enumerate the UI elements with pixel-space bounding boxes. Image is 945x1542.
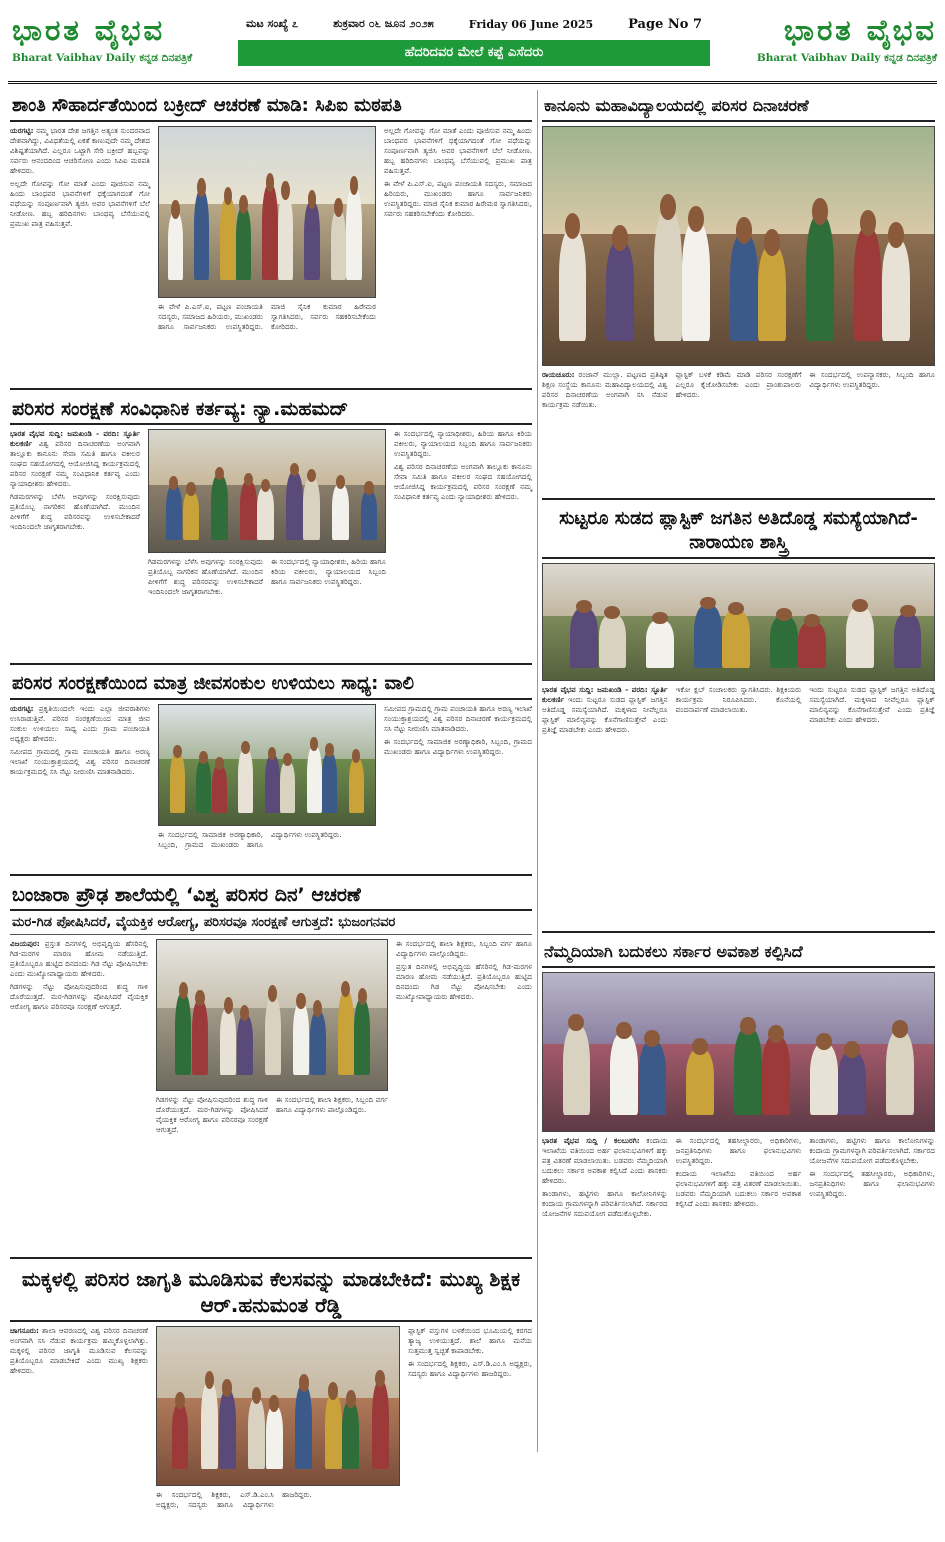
photo-person-head xyxy=(888,222,904,248)
banner: ಹೆದರಿದವರ ಮೇಲೆ ಕಪ್ಪೆ ಎಸೆದರು xyxy=(238,40,710,66)
photo-person-head xyxy=(576,600,592,613)
column-divider xyxy=(537,90,538,1452)
photo-person-figure xyxy=(220,198,235,280)
photo-person-figure xyxy=(175,993,191,1076)
logo-right xyxy=(722,8,937,78)
photo-law-college-planting xyxy=(542,126,935,366)
photo-person-head xyxy=(565,213,581,239)
photo-person-figure xyxy=(237,1015,253,1075)
dateline: ವಿಜಯಪುರ: xyxy=(10,939,40,948)
photo-person-head xyxy=(660,194,676,220)
paragraph: ಇಂದು ಸುಟ್ಟರೂ ಸುಡದ ಪ್ಲಾಸ್ಟಿಕ್ ಜಗತ್ತಿನ ಅತಿದೊಡ್ಡ ಸಮಸ್ಯೆಯಾಗಿದೆ. ಮಕ್ಕಳಾದ ನೀವೆಲ್ಲರೂ ಪ್ಲಾಸ್ಟಿಕ್ ಮಾಲಿನ್ಯವನ್ನು ಕೊನೆಗಾಣಿಸುತ್ತೇವೆ ಎಂದು ಪ್ರತಿಜ್ಞೆ ಮಾಡಬೇಕು ಎಂದು ಹೇಳಿದರು. xyxy=(809,685,935,724)
photo-person-head xyxy=(740,1017,756,1034)
issue-header xyxy=(238,14,710,66)
photo-school-planting xyxy=(156,939,388,1091)
article-text xyxy=(10,704,150,876)
photo-person-head xyxy=(844,1041,860,1058)
paragraph: ಪ್ಲಾಸ್ಟಿಕ್ ಬಳಕೆ ಕಡಿಮೆ ಮಾಡಿ ಪರಿಸರ ಸಂರಕ್ಷಣೆಗೆ ಎಲ್ಲರೂ ಕೈಜೋಡಿಸಬೇಕು ಎಂದು ಪ್ರಾಂಶುಪಾಲರು ಹೇಳಿದರು. xyxy=(675,370,802,399)
article-text xyxy=(542,1136,935,1536)
paragraph: ಇಕೋ ಕ್ಲಬ್ ಸಂಚಾಲಕರು ಸ್ವಾಗತಿಸಿದರು. ಶಿಕ್ಷಕಿಯರು ಕಾರ್ಯಕ್ರಮ ನಿರೂಪಿಸಿದರು. ಕೊನೆಯಲ್ಲಿ ವಂದನಾರ್ಪಣೆ ಮಾಡಲಾಯಿತು. xyxy=(675,685,802,714)
photo-person-figure xyxy=(304,202,319,280)
photo-person-figure xyxy=(183,491,200,540)
article-text-under-photo xyxy=(156,1490,400,1542)
paragraph: ಕಂದಾಯ ಇಲಾಖೆಯ ವತಿಯಿಂದ ಅರ್ಹ ಫಲಾನುಭವಿಗಳಿಗೆ ಹಕ್ಕು ಪತ್ರ ವಿತರಣೆ ಮಾಡಲಾಯಿತು. ಬಡವರು ನೆಮ್ಮದಿಯಾಗಿ ಬದುಕಲು ಸರ್ಕಾರ ಅವಕಾಶ ಕಲ್ಪಿಸಿದೆ ಎಂದು ಶಾಸಕರು ಹೇಳಿದರು. xyxy=(542,1136,668,1185)
photo-person-figure xyxy=(639,1041,666,1115)
logo-subtitle-kn: ಕನ್ನಡ ದಿನಪತ್ರಿಕೆ xyxy=(139,52,193,64)
article-text xyxy=(10,939,148,1239)
paragraph: ಕಂದಾಯ ಇಲಾಖೆಯ ವತಿಯಿಂದ ಅರ್ಹ ಫಲಾನುಭವಿಗಳಿಗೆ ಹಕ್ಕು ಪತ್ರ ವಿತರಣೆ ಮಾಡಲಾಯಿತು. ಬಡವರು ನೆಮ್ಮದಿಯಾಗಿ ಬದುಕಲು ಸರ್ಕಾರ ಅವಕಾಶ ಕಲ್ಪಿಸಿದೆ ಎಂದು ಶಾಸಕರು ಹೇಳಿದರು. xyxy=(675,1169,802,1208)
photo-person-figure xyxy=(166,485,183,540)
photo-person-head xyxy=(171,200,180,219)
article-text xyxy=(542,685,935,925)
paragraph: ತಾಂಡಾಗಳು, ಹಟ್ಟಿಗಳು ಹಾಗೂ ಕಾಲೋನಿಗಳನ್ನು ಕಂದಾಯ ಗ್ರಾಮಗಳನ್ನಾಗಿ ಪರಿವರ್ತಿಸಲಾಗಿದೆ. ಸರ್ಕಾರದ ಯೋಜನೆಗಳ ಸದುಪಯೋಗ ಪಡೆದುಕೊಳ್ಳಬೇಕು. xyxy=(809,1136,935,1165)
photo-person-figure xyxy=(201,1382,218,1469)
photo-person-figure xyxy=(606,241,633,341)
photo-person-figure xyxy=(854,227,881,341)
article-text xyxy=(10,1326,148,1541)
photo-person-head xyxy=(173,745,182,758)
photo-person-figure xyxy=(196,759,211,813)
photo-person-head xyxy=(328,1382,338,1399)
photo-person-figure xyxy=(262,185,277,280)
photo-person-head xyxy=(179,982,188,999)
article-biodiversity xyxy=(10,668,532,876)
article-environment-constitution xyxy=(10,393,532,665)
paragraph: ಈ ಸಂದರ್ಭದಲ್ಲಿ ಉಪನ್ಯಾಸಕರು, ಸಿಬ್ಬಂದಿ ಹಾಗೂ ವಿದ್ಯಾರ್ಥಿಗಳು ಉಪಸ್ಥಿತರಿದ್ದರು. xyxy=(809,370,935,389)
paragraph: ಗಿಡಮರಗಳನ್ನು ಬೆಳೆಸಿ ಅವುಗಳನ್ನು ಸಂರಕ್ಷಿಸುವುದು ಪ್ರತಿಯೊಬ್ಬ ನಾಗರಿಕನ ಹೊಣೆಯಾಗಿದೆ. ಮುಂದಿನ ಪೀಳಿಗೆಗೆ ಶುದ್ಧ ಪರಿಸರವನ್ನು ಉಳಿಸಬೇಕಾದರೆ ಇಂದಿನಿಂದಲೇ ಜಾಗೃತರಾಗಬೇಕು. xyxy=(148,557,263,596)
photo-person-head xyxy=(736,217,752,243)
headline: ಮಕ್ಕಳಲ್ಲಿ ಪರಿಸರ ಜಾಗೃತಿ ಮೂಡಿಸುವ ಕೆಲಸವನ್ನು ಮಾಡಬೇಕಿದೆ: ಮುಖ್ಯ ಶಿಕ್ಷಕ ಆರ್.ಹನುಮಂತ ರೆಡ್ಡಿ xyxy=(10,1262,532,1322)
photo-person-figure xyxy=(886,1031,913,1115)
photo-person-figure xyxy=(310,1011,326,1076)
dateline: ಭಾರತ ವೈಭವ ಸುದ್ದಿ: ಜಮಖಂಡಿ - ವರದಿ: ಸ್ಫೂರ್ತಿ ಕುಲಕರ್ಣಿ xyxy=(10,429,140,448)
photo-person-head xyxy=(812,198,828,224)
photo-person-figure xyxy=(332,484,349,540)
photo-person-head xyxy=(308,190,317,209)
photo-person-figure xyxy=(686,1049,713,1115)
photo-person-head xyxy=(612,225,628,251)
photo-person-head xyxy=(652,612,668,625)
photo-person-figure xyxy=(303,478,320,540)
photo-person-figure xyxy=(646,620,673,669)
photo-person-head xyxy=(604,606,620,619)
photo-person-head xyxy=(700,597,716,610)
photo-person-figure xyxy=(325,1393,342,1469)
paragraph: ಈ ಸಂದರ್ಭದಲ್ಲಿ ಶಾಲಾ ಶಿಕ್ಷಕರು, ಸಿಬ್ಬಂದಿ ವರ್ಗ ಹಾಗೂ ವಿದ್ಯಾರ್ಥಿಗಳು ಪಾಲ್ಗೊಂಡಿದ್ದರು. xyxy=(396,939,532,958)
photo-bakrid-meeting xyxy=(158,126,376,298)
issue-number: ಮಟ ಸಂಖ್ಯೆ ೭ xyxy=(246,17,299,30)
dateline: ರಾಯಚೂರು: xyxy=(542,370,575,379)
paragraph: ತಾಂಡಾಗಳು, ಹಟ್ಟಿಗಳು ಹಾಗೂ ಕಾಲೋನಿಗಳನ್ನು ಕಂದಾಯ ಗ್ರಾಮಗಳನ್ನಾಗಿ ಪರಿವರ್ತಿಸಲಾಗಿದೆ. ಸರ್ಕಾರದ ಯೋಜನೆಗಳ ಸದುಪಯೋಗ ಪಡೆದುಕೊಳ್ಳಬೇಕು. xyxy=(542,1189,668,1218)
paragraph: ಅಲ್ಲದೇ ಗೋವನ್ನು ಗೋ ಮಾತೆ ಎಂದು ಪೂಜಿಸುವ ನಮ್ಮ ಹಿಂದು ಬಾಂಧವರ ಭಾವನೆಗಳಿಗೆ ಧಕ್ಕೆಯಾಗದಂತೆ ಗೋ ವಧೆಯನ್ನು ಸಂಪೂರ್ಣವಾಗಿ ತ್ಯಜಿಸಿ ಅವರ ಭಾವನೆಗಳಿಗೆ ಬೆಲೆ ನೀಡೋಣ. ಹಬ್ಬ ಹರಿದಿನಗಳು ಬಾಂಧವ್ಯ ಬೆಸೆಯುವಲ್ಲಿ ಪ್ರಮುಖ ಪಾತ್ರ ವಹಿಸುತ್ತವೆ. xyxy=(10,179,150,228)
photo-person-figure xyxy=(758,246,785,341)
article-text-under-photo xyxy=(158,302,376,392)
photo-person-head xyxy=(900,605,916,618)
photo-teachers-students xyxy=(156,1326,400,1486)
photo-person-figure xyxy=(194,190,209,280)
photo-person-head xyxy=(852,599,868,612)
photo-person-figure xyxy=(338,991,354,1075)
paragraph: ಪ್ರಸ್ತುತ ದಿನಗಳಲ್ಲಿ ಅಭಿವೃದ್ಧಿಯ ಹೆಸರಿನಲ್ಲಿ ಗಿಡ-ಮರಗಳ ಮಾರಣ ಹೋಮ ನಡೆಯುತ್ತಿದೆ. ಪ್ರತಿಯೊಬ್ಬರೂ ಹುಟ್ಟಿದ ದಿನದಂದು ಗಿಡ ನೆಟ್ಟು ಪೋಷಿಸಬೇಕು ಎಂದು ಮುಖ್ಯೋಪಾಧ್ಯಾಯರು ಹೇಳಿದರು. xyxy=(10,939,148,978)
article-text-right xyxy=(396,939,532,1239)
photo-person-figure xyxy=(610,1033,637,1115)
photo-person-head xyxy=(281,181,290,200)
headline: ಕಾನೂನು ಮಹಾವಿದ್ಯಾಲಯದಲ್ಲಿ ಪರಿಸರ ದಿನಾಚರಣೆ xyxy=(542,90,935,122)
paragraph: ಅಲ್ಲದೇ ಗೋವನ್ನು ಗೋ ಮಾತೆ ಎಂದು ಪೂಜಿಸುವ ನಮ್ಮ ಹಿಂದು ಬಾಂಧವರ ಭಾವನೆಗಳಿಗೆ ಧಕ್ಕೆಯಾಗದಂತೆ ಗೋ ವಧೆಯನ್ನು ಸಂಪೂರ್ಣವಾಗಿ ತ್ಯಜಿಸಿ ಅವರ ಭಾವನೆಗಳಿಗೆ ಬೆಲೆ ನೀಡೋಣ. ಹಬ್ಬ ಹರಿದಿನಗಳು ಬಾಂಧವ್ಯ ಬೆಸೆಯುವಲ್ಲಿ ಪ್ರಮುಖ ಪಾತ್ರ ವಹಿಸುತ್ತವೆ. xyxy=(384,126,532,175)
photo-person-head xyxy=(688,206,704,232)
photo-person-figure xyxy=(349,758,364,813)
photo-person-head xyxy=(199,751,208,764)
photo-person-figure xyxy=(257,487,274,539)
paragraph: ಈ ಸಂದರ್ಭದಲ್ಲಿ ನ್ಯಾಯಾಧೀಶರು, ಹಿರಿಯ ಹಾಗೂ ಕಿರಿಯ ವಕೀಲರು, ನ್ಯಾಯಾಲಯದ ಸಿಬ್ಬಂದಿ ಹಾಗೂ ಸಾರ್ವಜನಿಕರು ಉಪಸ್ಥಿತರಿದ್ದರು. xyxy=(394,429,532,458)
photo-person-head xyxy=(764,229,780,255)
dateline: ಭಾರತ ವೈಭವ ಸುದ್ದಿ: ಜಮಖಂಡಿ - ವರದಿ: ಸ್ಫೂರ್ತಿ ಕುಲಕರ್ಣಿ xyxy=(542,685,668,704)
photo-person-figure xyxy=(266,1406,283,1469)
photo-person-head xyxy=(215,757,224,770)
paragraph: ಈ ವೇಳೆ ಪಿ.ಎಸ್.ಐ, ಪಟ್ಟಣ ಪಂಚಾಯತಿ ಸದಸ್ಯರು, ಸಮಾಜದ ಹಿರಿಯರು, ಮುಖಂಡರು ಹಾಗೂ ಸಾರ್ವಜನಿಕರು ಉಪಸ್ಥಿತರಿದ್ದರು. ಮಾಜಿ ಸೈನಿಕ ಕುಮಾರ ಹಿರೇಮಠ ಸ್ವಾಗತಿಸಿದರು, ಸರ್ವರು ಸಹಕರಿಸಬೇಕೆಂದು ಕೋರಿದರು. xyxy=(384,179,532,218)
photo-person-head xyxy=(358,988,367,1005)
article-bakrid xyxy=(10,90,532,390)
photo-person-figure xyxy=(354,999,370,1076)
article-govt-opportunity xyxy=(542,936,935,1542)
paragraph: ರಂಜಾನ್ ಮುಲ್ಲಾ. ಪಟ್ಟಣದ ಪ್ರತಿಷ್ಠಿತ ಶಿಕ್ಷಣ ಸಂಸ್ಥೆಯ ಕಾನೂನು ಮಹಾವಿದ್ಯಾಲಯದಲ್ಲಿ ವಿಶ್ವ ಪರಿಸರ ದಿನಾಚರಣೆಯ ಅಂಗವಾಗಿ ಸಸಿ ನೆಡುವ ಕಾರ್ಯಕ್ರಮ ನಡೆಯಿತು. xyxy=(542,370,668,409)
article-text xyxy=(542,370,935,496)
paragraph: ಈ ಸಂದರ್ಭದಲ್ಲಿ ತಹಸೀಲ್ದಾರರು, ಅಧಿಕಾರಿಗಳು, ಜನಪ್ರತಿನಿಧಿಗಳು ಹಾಗೂ ಫಲಾನುಭವಿಗಳು ಉಪಸ್ಥಿತರಿದ್ದರು. xyxy=(809,1169,935,1198)
photo-person-figure xyxy=(331,210,346,280)
paragraph: ನಮ್ಮ ಭಾರತ ದೇಶ ಜಗತ್ತಿನ ಅತ್ಯಂತ ಸುಂದರವಾದ ದೇಶವಾಗಿದ್ದು, ವಿವಿಧತೆಯಲ್ಲಿ ಏಕತೆ ಕಾಣುವುದೇ ನಮ್ಮ ದೇಶದ ವಿಶಿಷ್ಟತೆಯಾಗಿದೆ. ಎಲ್ಲರೂ ಒಟ್ಟಾಗಿ ಸೇರಿ ಬಕ್ರೀದ್ ಹಬ್ಬವನ್ನು ಸರ್ವರು ಆನಂದದಿಂದ ಆಚರಿಸೋಣ ಎಂದು ಸಿಪಿಐ ಮಠಪತಿ ಹೇಳಿದರು. xyxy=(10,126,150,175)
photo-person-head xyxy=(313,1000,322,1017)
photo-person-figure xyxy=(211,475,228,540)
photo-person-head xyxy=(892,1020,908,1037)
article-text xyxy=(10,429,140,667)
photo-person-head xyxy=(269,1395,279,1412)
photo-person-figure xyxy=(806,215,833,341)
photo-person-head xyxy=(816,1033,832,1050)
photo-court-group xyxy=(148,429,386,553)
photo-person-figure xyxy=(810,1044,837,1115)
paragraph: ಈ ಸಂದರ್ಭದಲ್ಲಿ ಶಾಲಾ ಶಿಕ್ಷಕರು, ಸಿಬ್ಬಂದಿ ವರ್ಗ ಹಾಗೂ ವಿದ್ಯಾರ್ಥಿಗಳು ಪಾಲ್ಗೊಂಡಿದ್ದರು. xyxy=(276,1095,388,1114)
photo-person-figure xyxy=(240,481,257,540)
photo-person-head xyxy=(296,993,305,1010)
photo-person-head xyxy=(299,1374,309,1391)
article-text-under-photo xyxy=(156,1095,388,1240)
photo-person-figure xyxy=(882,239,909,341)
photo-person-head xyxy=(804,614,820,627)
headline: ಪರಿಸರ ಸಂರಕ್ಷಣೆಯಿಂದ ಮಾತ್ರ ಜೀವಸಂಕುಲ ಉಳಿಯಲು ಸಾಧ್ಯ: ವಾಲಿ xyxy=(10,668,532,700)
logo-subtitle-en: Bharat Vaibhav Daily xyxy=(756,52,881,64)
photo-person-head xyxy=(310,737,319,750)
photo-person-head xyxy=(616,1022,632,1039)
logo-subtitle xyxy=(722,52,937,65)
photo-person-figure xyxy=(342,1401,359,1469)
photo-person-head xyxy=(266,173,275,192)
issue-date-kn: ಶುಕ್ರವಾರ ೦೬ ಜೂನ ೨೦೨೫ xyxy=(333,17,434,30)
photo-person-head xyxy=(175,1392,185,1409)
article-law-college xyxy=(542,90,935,500)
paragraph: ಇಂದು ಸುಟ್ಟರೂ ಸುಡದ ಪ್ಲಾಸ್ಟಿಕ್ ಜಗತ್ತಿನ ಅತಿದೊಡ್ಡ ಸಮಸ್ಯೆಯಾಗಿದೆ. ಮಕ್ಕಳಾದ ನೀವೆಲ್ಲರೂ ಪ್ಲಾಸ್ಟಿಕ್ ಮಾಲಿನ್ಯವನ್ನು ಕೊನೆಗಾಣಿಸುತ್ತೇವೆ ಎಂದು ಪ್ರತಿಜ್ಞೆ ಮಾಡಬೇಕು ಎಂದು ಹೇಳಿದರು. xyxy=(542,695,668,734)
article-text-right xyxy=(394,429,532,667)
photo-person-figure xyxy=(236,207,251,280)
photo-beneficiaries xyxy=(542,972,935,1132)
logo-subtitle-en: Bharat Vaibhav Daily xyxy=(12,52,136,64)
paragraph: ಈ ಸಂದರ್ಭದಲ್ಲಿ ತಹಸೀಲ್ದಾರರು, ಅಧಿಕಾರಿಗಳು, ಜನಪ್ರತಿನಿಧಿಗಳು ಹಾಗೂ ಫಲಾನುಭವಿಗಳು ಉಪಸ್ಥಿತರಿದ್ದರು. xyxy=(675,1136,802,1165)
issue-meta xyxy=(238,14,710,34)
paragraph: ಗಿಡಮರಗಳನ್ನು ಬೆಳೆಸಿ ಅವುಗಳನ್ನು ಸಂರಕ್ಷಿಸುವುದು ಪ್ರತಿಯೊಬ್ಬ ನಾಗರಿಕನ ಹೊಣೆಯಾಗಿದೆ. ಮುಂದಿನ ಪೀಳಿಗೆಗೆ ಶುದ್ಧ ಪರಿಸರವನ್ನು ಉಳಿಸಬೇಕಾದರೆ ಇಂದಿನಿಂದಲೇ ಜಾಗೃತರಾಗಬೇಕು. xyxy=(10,492,140,531)
photo-person-figure xyxy=(280,761,295,813)
article-text xyxy=(10,126,150,391)
photo-person-figure xyxy=(682,222,709,341)
article-text-right xyxy=(408,1326,532,1541)
paragraph: ಈ ವೇಳೆ ಪಿ.ಎಸ್.ಐ, ಪಟ್ಟಣ ಪಂಚಾಯತಿ ಸದಸ್ಯರು, ಸಮಾಜದ ಹಿರಿಯರು, ಮುಖಂಡರು ಹಾಗೂ ಸಾರ್ವಜನಿಕರು ಉಪಸ್ಥಿತರಿದ್ದರು. ಮಾಜಿ ಸೈನಿಕ ಕುಮಾರ ಹಿರೇಮಠ ಸ್ವಾಗತಿಸಿದರು, ಸರ್ವರು ಸಹಕರಿಸಬೇಕೆಂದು ಕೋರಿದರು. xyxy=(158,302,376,331)
photo-person-head xyxy=(205,1371,215,1388)
headline: ಬಂಜಾರಾ ಪ್ರೌಢ ಶಾಲೆಯಲ್ಲಿ ‘ವಿಶ್ವ ಪರಿಸರ ದಿನ’ ಆಚರಣೆ xyxy=(10,879,532,911)
article-banjara-school xyxy=(10,879,532,1259)
photo-person-head xyxy=(346,1390,356,1407)
dateline: ಚಾಗನೂರು: xyxy=(10,1326,39,1335)
photo-person-figure xyxy=(220,1008,236,1076)
photo-person-figure xyxy=(734,1028,761,1115)
subheadline: ಮರ-ಗಿಡ ಪೋಷಿಸಿದರೆ, ವೈಯಕ್ತಿಕ ಆರೋಗ್ಯ, ಪರಿಸರವೂ ಸಂರಕ್ಷಣೆ ಆಗುತ್ತದೆ: ಭುಜಂಗನವರ xyxy=(10,911,532,935)
photo-person-figure xyxy=(722,610,749,668)
photo-person-figure xyxy=(212,765,227,813)
photo-person-head xyxy=(336,475,345,488)
photo-person-figure xyxy=(654,210,681,341)
photo-person-head xyxy=(364,481,373,494)
photo-person-figure xyxy=(307,746,322,813)
photo-person-figure xyxy=(730,234,757,341)
photo-person-figure xyxy=(846,607,873,668)
photo-person-figure xyxy=(295,1385,312,1469)
headline: ಶಾಂತಿ ಸೌಹಾರ್ದತೆಯಿಂದ ಬಕ್ರೀದ್ ಆಚರಣೆ ಮಾಡಿ: ಸಿಪಿಐ ಮಠಪತಿ xyxy=(10,90,532,122)
photo-person-head xyxy=(860,210,876,236)
paragraph: ಈ ಸಂದರ್ಭದಲ್ಲಿ ಶಿಕ್ಷಕರು, ಎಸ್.ಡಿ.ಎಂ.ಸಿ ಅಧ್ಯಕ್ಷರು, ಸದಸ್ಯರು ಹಾಗೂ ವಿದ್ಯಾರ್ಥಿಗಳು ಹಾಜರಿದ್ದರು. xyxy=(408,1359,532,1378)
headline: ಪರಿಸರ ಸಂರಕ್ಷಣೆ ಸಂವಿಧಾನಿಕ ಕರ್ತವ್ಯ: ನ್ಯಾ.ಮಹಮದ್ xyxy=(10,393,532,425)
photo-students-group xyxy=(542,563,935,681)
photo-person-head xyxy=(776,608,792,621)
photo-person-figure xyxy=(694,605,721,669)
issue-date-en: Friday 06 June 2025 xyxy=(468,17,594,31)
photo-person-head xyxy=(186,482,195,495)
photo-person-head xyxy=(195,990,204,1007)
paragraph: ಈ ಸಂದರ್ಭದಲ್ಲಿ ಸಾಮಾಜಿಕ ಅರಣ್ಯಾಧಿಕಾರಿ, ಸಿಬ್ಬಂದಿ, ಗ್ರಾಮದ ಮುಖಂಡರು ಹಾಗೂ ವಿದ್ಯಾರ್ಥಿಗಳು ಉಪಸ್ಥಿತರಿದ್ದರು. xyxy=(158,830,342,849)
dateline: ಯರಗಟ್ಟಿ: xyxy=(10,704,34,713)
photo-person-head xyxy=(768,1025,784,1042)
photo-person-figure xyxy=(278,193,293,280)
photo-person-figure xyxy=(361,490,378,540)
logo-left xyxy=(12,8,227,78)
page-number: Page No 7 xyxy=(628,16,702,32)
paragraph: ಪ್ಲಾಸ್ಟಿಕ್ ವಸ್ತುಗಳ ಬಳಕೆಯಿಂದ ಭೂಮಿಯಲ್ಲಿ ಕರಗದ ತ್ಯಾಜ್ಯ ಉಳಿಯುತ್ತದೆ. ಶಾಲೆ ಹಾಗೂ ಮನೆಯ ಸುತ್ತಮುತ್ತ ಸ್ವಚ್ಛತೆ ಕಾಪಾಡಬೇಕು. xyxy=(408,1326,532,1355)
paragraph: ಶಾಲಾ ಆವರಣದಲ್ಲಿ ವಿಶ್ವ ಪರಿಸರ ದಿನಾಚರಣೆ ಅಂಗವಾಗಿ ಸಸಿ ನೆಡುವ ಕಾರ್ಯಕ್ರಮ ಹಮ್ಮಿಕೊಳ್ಳಲಾಗಿತ್ತು. ಮಕ್ಕಳಲ್ಲಿ ಪರಿಸರ ಜಾಗೃತಿ ಮೂಡಿಸುವ ಕೆಲಸವನ್ನು ಪ್ರತಿಯೊಬ್ಬರೂ ಮಾಡಬೇಕಿದೆ ಎಂದು ಮುಖ್ಯ ಶಿಕ್ಷಕರು ಹೇಳಿದರು. xyxy=(10,1326,148,1375)
paragraph: ಗಿಡಗಳನ್ನು ನೆಟ್ಟು ಪೋಷಿಸುವುದರಿಂದ ಶುದ್ಧ ಗಾಳಿ ದೊರೆಯುತ್ತದೆ. ಮರ-ಗಿಡಗಳನ್ನು ಪೋಷಿಸಿದರೆ ವೈಯಕ್ತಿಕ ಆರೋಗ್ಯ ಹಾಗೂ ಪರಿಸರವೂ ಸಂರಕ್ಷಣೆ ಆಗುತ್ತದೆ. xyxy=(10,982,148,1011)
photo-person-figure xyxy=(170,753,185,813)
article-plastic xyxy=(542,503,935,933)
photo-person-figure xyxy=(172,1403,189,1469)
dateline: ಭಾರತ ವೈಭವ ಸುದ್ದಿ / ಕಲಬುರಗಿ: xyxy=(542,1136,640,1145)
photo-person-figure xyxy=(563,1025,590,1115)
paragraph: ಈ ಸಂದರ್ಭದಲ್ಲಿ ನ್ಯಾಯಾಧೀಶರು, ಹಿರಿಯ ಹಾಗೂ ಕಿರಿಯ ವಕೀಲರು, ನ್ಯಾಯಾಲಯದ ಸಿಬ್ಬಂದಿ ಹಾಗೂ ಸಾರ್ವಜನಿಕರು ಉಪಸ್ಥಿತರಿದ್ದರು. xyxy=(271,557,386,586)
photo-person-figure xyxy=(559,229,586,341)
photo-person-figure xyxy=(192,1000,208,1075)
photo-person-figure xyxy=(762,1036,789,1115)
photo-person-figure xyxy=(238,749,253,813)
photo-person-figure xyxy=(168,212,183,280)
paragraph: ವಿಶ್ವ ಪರಿಸರ ದಿನಾಚರಣೆಯ ಅಂಗವಾಗಿ ತಾಲ್ಲೂಕು ಕಾನೂನು ಸೇವಾ ಸಮಿತಿ ಹಾಗೂ ವಕೀಲರ ಸಂಘದ ಸಹಯೋಗದಲ್ಲಿ ಆಯೋಜಿಸಿದ್ದ ಕಾರ್ಯಕ್ರಮದಲ್ಲಿ ಪರಿಸರ ಸಂರಕ್ಷಣೆ ನಮ್ಮ ಸಂವಿಧಾನಿಕ ಕರ್ತವ್ಯ ಎಂದು ನ್ಯಾಯಾಧೀಶರು ಹೇಳಿದರು. xyxy=(394,462,532,501)
logo-title: ಭಾರತ ವೈಭವ xyxy=(783,13,937,47)
logo-subtitle xyxy=(12,52,227,65)
paragraph: ಈ ಸಂದರ್ಭದಲ್ಲಿ ಸಾಮಾಜಿಕ ಅರಣ್ಯಾಧಿಕಾರಿ, ಸಿಬ್ಬಂದಿ, ಗ್ರಾಮದ ಮುಖಂಡರು ಹಾಗೂ ವಿದ್ಯಾರ್ಥಿಗಳು ಉಪಸ್ಥಿತರಿದ್ದರು. xyxy=(384,737,532,756)
photo-person-figure xyxy=(346,188,361,280)
masthead xyxy=(8,8,937,84)
photo-person-figure xyxy=(894,613,921,669)
article-awareness xyxy=(10,1262,532,1542)
photo-person-head xyxy=(325,743,334,756)
photo-person-figure xyxy=(248,1398,265,1469)
logo-subtitle-kn: ಕನ್ನಡ ದಿನಪತ್ರಿಕೆ xyxy=(884,52,937,64)
photo-person-head xyxy=(334,198,343,217)
paragraph: ಗಿಡಗಳನ್ನು ನೆಟ್ಟು ಪೋಷಿಸುವುದರಿಂದ ಶುದ್ಧ ಗಾಳಿ ದೊರೆಯುತ್ತದೆ. ಮರ-ಗಿಡಗಳನ್ನು ಪೋಷಿಸಿದರೆ ವೈಯಕ್ತಿಕ ಆರೋಗ್ಯ ಹಾಗೂ ಪರಿಸರವೂ ಸಂರಕ್ಷಣೆ ಆಗುತ್ತದೆ. xyxy=(156,1095,268,1134)
paragraph: ವಿಶ್ವ ಪರಿಸರ ದಿನಾಚರಣೆಯ ಅಂಗವಾಗಿ ತಾಲ್ಲೂಕು ಕಾನೂನು ಸೇವಾ ಸಮಿತಿ ಹಾಗೂ ವಕೀಲರ ಸಂಘದ ಸಹಯೋಗದಲ್ಲಿ ಆಯೋಜಿಸಿದ್ದ ಕಾರ್ಯಕ್ರಮದಲ್ಲಿ ಪರಿಸರ ಸಂರಕ್ಷಣೆ ನಮ್ಮ ಸಂವಿಧಾನಿಕ ಕರ್ತವ್ಯ ಎಂದು ನ್ಯಾಯಾಧೀಶರು ಹೇಳಿದರು. xyxy=(10,439,140,488)
photo-person-head xyxy=(197,178,206,197)
paragraph: ಪ್ರಸ್ತುತ ದಿನಗಳಲ್ಲಿ ಅಭಿವೃದ್ಧಿಯ ಹೆಸರಿನಲ್ಲಿ ಗಿಡ-ಮರಗಳ ಮಾರಣ ಹೋಮ ನಡೆಯುತ್ತಿದೆ. ಪ್ರತಿಯೊಬ್ಬರೂ ಹುಟ್ಟಿದ ದಿನದಂದು ಗಿಡ ನೆಟ್ಟು ಪೋಷಿಸಬೇಕು ಎಂದು ಮುಖ್ಯೋಪಾಧ್ಯಾಯರು ಹೇಳಿದರು. xyxy=(396,962,532,1001)
paragraph: ಸಮೀಪದ ಗ್ರಾಮದಲ್ಲಿ ಗ್ರಾಮ ಪಂಚಾಯತಿ ಹಾಗೂ ಅರಣ್ಯ ಇಲಾಖೆ ಸಂಯುಕ್ತಾಶ್ರಯದಲ್ಲಿ ವಿಶ್ವ ಪರಿಸರ ದಿನಾಚರಣೆ ಕಾರ್ಯಕ್ರಮದಲ್ಲಿ ಸಸಿ ನೆಟ್ಟು ನೀರುಣಿಸಿ ಮಾತನಾಡಿದರು. xyxy=(10,747,150,776)
article-text-under-photo xyxy=(158,830,376,876)
article-text-under-photo xyxy=(148,557,386,667)
logo-title: ಭಾರತ ವೈಭವ xyxy=(12,13,166,47)
photo-person-figure xyxy=(293,1003,309,1075)
headline: ಸುಟ್ಟರೂ ಸುಡದ ಪ್ಲಾಸ್ಟಿಕ್ ಜಗತಿನ ಅತಿದೊಡ್ಡ ಸಮಸ್ಯೆಯಾಗಿದೆ-ನಾರಾಯಣ ಶಾಸ್ತ್ರಿ xyxy=(542,503,935,559)
article-text-right xyxy=(384,126,532,391)
photo-tree-planting xyxy=(158,704,376,826)
photo-person-figure xyxy=(372,1381,389,1469)
dateline: ಯರಗಟ್ಟಿ: xyxy=(10,126,34,135)
headline: ನೆಮ್ಮದಿಯಾಗಿ ಬದುಕಲು ಸರ್ಕಾರ ಅವಕಾಶ ಕಲ್ಪಿಸಿದೆ xyxy=(542,936,935,968)
photo-person-head xyxy=(728,602,744,615)
photo-person-head xyxy=(352,749,361,762)
article-text-right xyxy=(384,704,532,876)
photo-person-figure xyxy=(322,752,337,813)
photo-person-head xyxy=(239,195,248,214)
photo-person-figure xyxy=(286,472,303,540)
paragraph: ಪ್ರಕೃತಿಯಿಂದಲೇ ಇಂದು ಎಲ್ಲಾ ಜೀವರಾಶಿಗಳು ಉಸಿರಾಡುತ್ತಿವೆ. ಪರಿಸರ ಸಂರಕ್ಷಣೆಯಿಂದ ಮಾತ್ರ ಜೀವ ಸಂಕುಲ ಉಳಿಯಲು ಸಾಧ್ಯ ಎಂದು ಗ್ರಾಮ ಪಂಚಾಯತಿ ಅಧ್ಯಕ್ಷರು ಹೇಳಿದರು. xyxy=(10,704,150,743)
paragraph: ಸಮೀಪದ ಗ್ರಾಮದಲ್ಲಿ ಗ್ರಾಮ ಪಂಚಾಯತಿ ಹಾಗೂ ಅರಣ್ಯ ಇಲಾಖೆ ಸಂಯುಕ್ತಾಶ್ರಯದಲ್ಲಿ ವಿಶ್ವ ಪರಿಸರ ದಿನಾಚರಣೆ ಕಾರ್ಯಕ್ರಮದಲ್ಲಿ ಸಸಿ ನೆಟ್ಟು ನೀರುಣಿಸಿ ಮಾತನಾಡಿದರು. xyxy=(384,704,532,733)
paragraph: ಈ ಸಂದರ್ಭದಲ್ಲಿ ಶಿಕ್ಷಕರು, ಎಸ್.ಡಿ.ಎಂ.ಸಿ ಅಧ್ಯಕ್ಷರು, ಸದಸ್ಯರು ಹಾಗೂ ವಿದ್ಯಾರ್ಥಿಗಳು ಹಾಜರಿದ್ದರು. xyxy=(156,1490,312,1509)
photo-person-head xyxy=(222,1379,232,1396)
photo-person-figure xyxy=(770,616,797,668)
photo-person-figure xyxy=(599,614,626,669)
photo-person-figure xyxy=(265,996,281,1076)
photo-person-figure xyxy=(838,1052,865,1115)
photo-person-figure xyxy=(570,608,597,668)
photo-person-figure xyxy=(219,1390,236,1469)
photo-person-head xyxy=(692,1038,708,1055)
photo-person-figure xyxy=(265,755,280,813)
photo-person-head xyxy=(224,997,233,1014)
photo-person-figure xyxy=(798,622,825,668)
